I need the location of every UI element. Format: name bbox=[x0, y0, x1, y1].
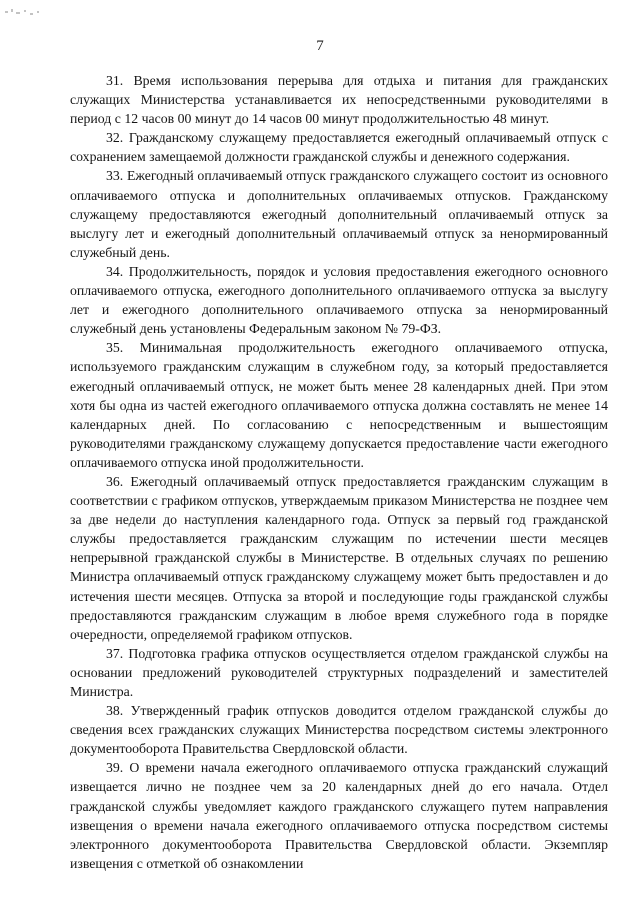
paragraph-37: 37. Подготовка графика отпусков осуществляется отделом гражданской службы на основании предложений руководителей структурных подразделений и заместителей Министра. bbox=[70, 645, 608, 699]
scan-artifact-mark bbox=[4, 6, 46, 18]
paragraph-35: 35. Минимальная продолжительность ежегодного оплачиваемого отпуска, используемого гражданским служащим в служебном году, за который предоставляется ежегодный оплачиваемый отпуск, не может быть менее 28 календарных дней. При этом хотя бы одна из частей ежегодного оплачиваемого отпуска должна составлять не менее 14 календарных дней. По согласованию с непосредственным и вышестоящим руководителями гражданскому служащему допускается предоставление части ежегодного оплачиваемого отпуска иной продолжительности. bbox=[70, 340, 608, 470]
document-body bbox=[70, 71, 608, 873]
paragraph-32: 32. Гражданскому служащему предоставляется ежегодный оплачиваемый отпуск с сохранением замещаемой должности гражданской службы и денежного содержания. bbox=[70, 130, 608, 165]
paragraph-36: 36. Ежегодный оплачиваемый отпуск предоставляется гражданским служащим в соответствии с графиком отпусков, утверждаемым приказом Министерства не позднее чем за две недели до наступления календарного года. Отпуск за первый год гражданской службы предоставляется гражданским служащим по истечении шести месяцев непрерывной гражданской службы в Министерстве. В отдельных случаях по решению Министра оплачиваемый отпуск гражданскому служащему может быть предоставлен и до истечения шести месяцев. Отпуска за второй и последующие годы гражданской службы предоставляются гражданским служащим в любое время служебного года в порядке очередности, определяемой графиком отпусков. bbox=[70, 473, 608, 642]
paragraph-38: 38. Утвержденный график отпусков доводится отделом гражданской службы до сведения всех гражданских служащих Министерства посредством системы электронного документооборота Правительства Свердловской области. bbox=[70, 703, 608, 757]
paragraph-31: 31. Время использования перерыва для отдыха и питания для гражданских служащих Министерства устанавливается их непосредственными руководителями в период с 12 часов 00 минут до 14 часов 00 минут продолжительностью 48 минут. bbox=[70, 73, 608, 127]
paragraph-34: 34. Продолжительность, порядок и условия предоставления ежегодного основного оплачиваемого отпуска, ежегодного дополнительного оплачиваемого отпуска за выслугу лет и ежегодного дополнительного оплачиваемого отпуска за ненормированный служебный день установлены Федеральным законом № 79-ФЗ. bbox=[70, 263, 608, 337]
page-number: 7 bbox=[316, 38, 324, 54]
paragraph-39: 39. О времени начала ежегодного оплачиваемого отпуска гражданский служащий извещается лично не позднее чем за 20 календарных дней до его начала. Отдел гражданской службы уведомляет каждого гражданского служащего путем направления извещения о времени начала ежегодного оплачиваемого отпуска посредством системы электронного документооборота Правительства Свердловской области. Экземпляр извещения с отметкой об ознакомлении bbox=[70, 760, 608, 871]
paragraph-33: 33. Ежегодный оплачиваемый отпуск гражданского служащего состоит из основного оплачиваемого отпуска и дополнительных оплачиваемых отпусков. Гражданскому служащему предоставляются ежегодный дополнительный оплачиваемый отпуск за выслугу лет и ежегодный дополнительный оплачиваемый отпуск за ненормированный служебный день. bbox=[70, 168, 608, 260]
